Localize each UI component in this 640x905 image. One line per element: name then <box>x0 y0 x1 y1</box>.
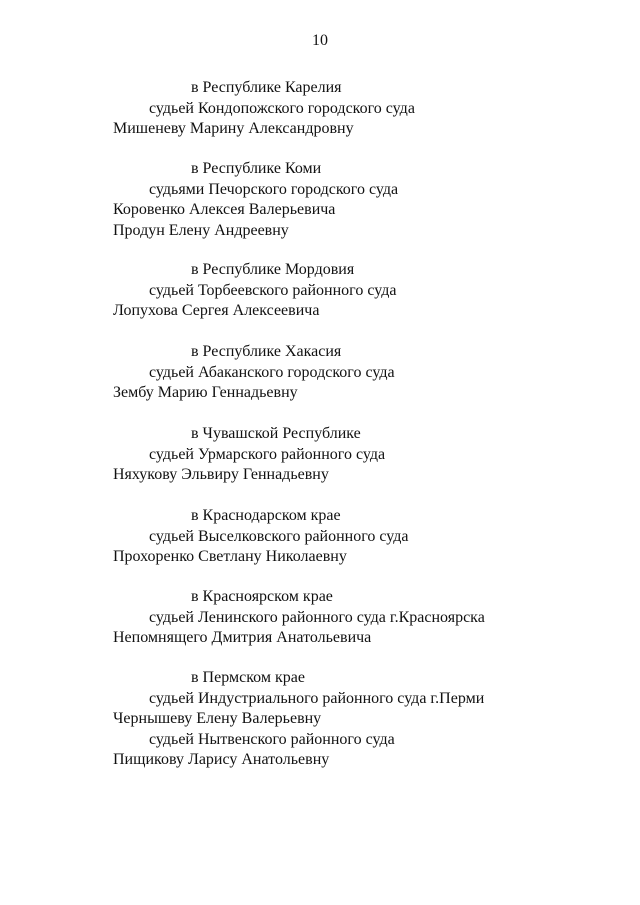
court-appointment: судьей Индустриального районного суда г.Перми <box>149 689 485 707</box>
judge-name: Лопухова Сергея Алексеевича <box>113 302 320 319</box>
judge-name: Зембу Марию Геннадьевну <box>113 384 298 401</box>
section-khakassia <box>0 342 640 404</box>
section-krasnoyarsk <box>0 587 640 649</box>
court-appointment: судьей Нытвенского районного суда <box>149 730 395 748</box>
region-heading: в Краснодарском крае <box>191 507 341 524</box>
section-komi <box>0 159 640 241</box>
page-number: 10 <box>312 32 328 49</box>
region-heading: в Республике Хакасия <box>191 343 342 360</box>
region-heading: в Чувашской Республике <box>191 425 361 442</box>
region-heading: в Красноярском крае <box>191 588 333 605</box>
section-mordovia <box>0 260 640 322</box>
section-perm <box>0 668 640 771</box>
region-heading: в Пермском крае <box>191 669 305 686</box>
court-appointment: судьей Торбеевского районного суда <box>149 281 397 299</box>
judge-name: Коровенко Алексея Валерьевича <box>113 201 336 218</box>
judge-name: Продун Елену Андреевну <box>113 221 289 239</box>
judge-name: Чернышеву Елену Валерьевну <box>113 710 322 727</box>
court-appointment: судьей Урмарского районного суда <box>149 445 386 463</box>
region-heading: в Республике Мордовия <box>191 261 355 278</box>
judge-name: Пищикову Ларису Анатольевну <box>113 751 330 768</box>
judge-name: Непомнящего Дмитрия Анатольевича <box>113 629 372 646</box>
section-karelia <box>0 78 640 140</box>
judge-name: Няхукову Эльвиру Геннадьевну <box>113 466 329 483</box>
judge-name: Прохоренко Светлану Николаевну <box>113 548 347 565</box>
court-appointment: судьей Ленинского районного суда г.Красноярска <box>149 608 485 626</box>
region-heading: в Республике Коми <box>191 160 322 177</box>
court-appointment: судьей Кондопожского городского суда <box>149 99 415 117</box>
court-appointment: судьями Печорского городского суда <box>149 180 399 198</box>
court-appointment: судьей Выселковского районного суда <box>149 527 409 545</box>
judge-name: Мишеневу Марину Александровну <box>113 120 354 137</box>
section-krasnodar <box>0 506 640 568</box>
region-heading: в Республике Карелия <box>191 79 342 96</box>
court-appointment: судьей Абаканского городского суда <box>149 363 395 381</box>
section-chuvashia <box>0 424 640 486</box>
